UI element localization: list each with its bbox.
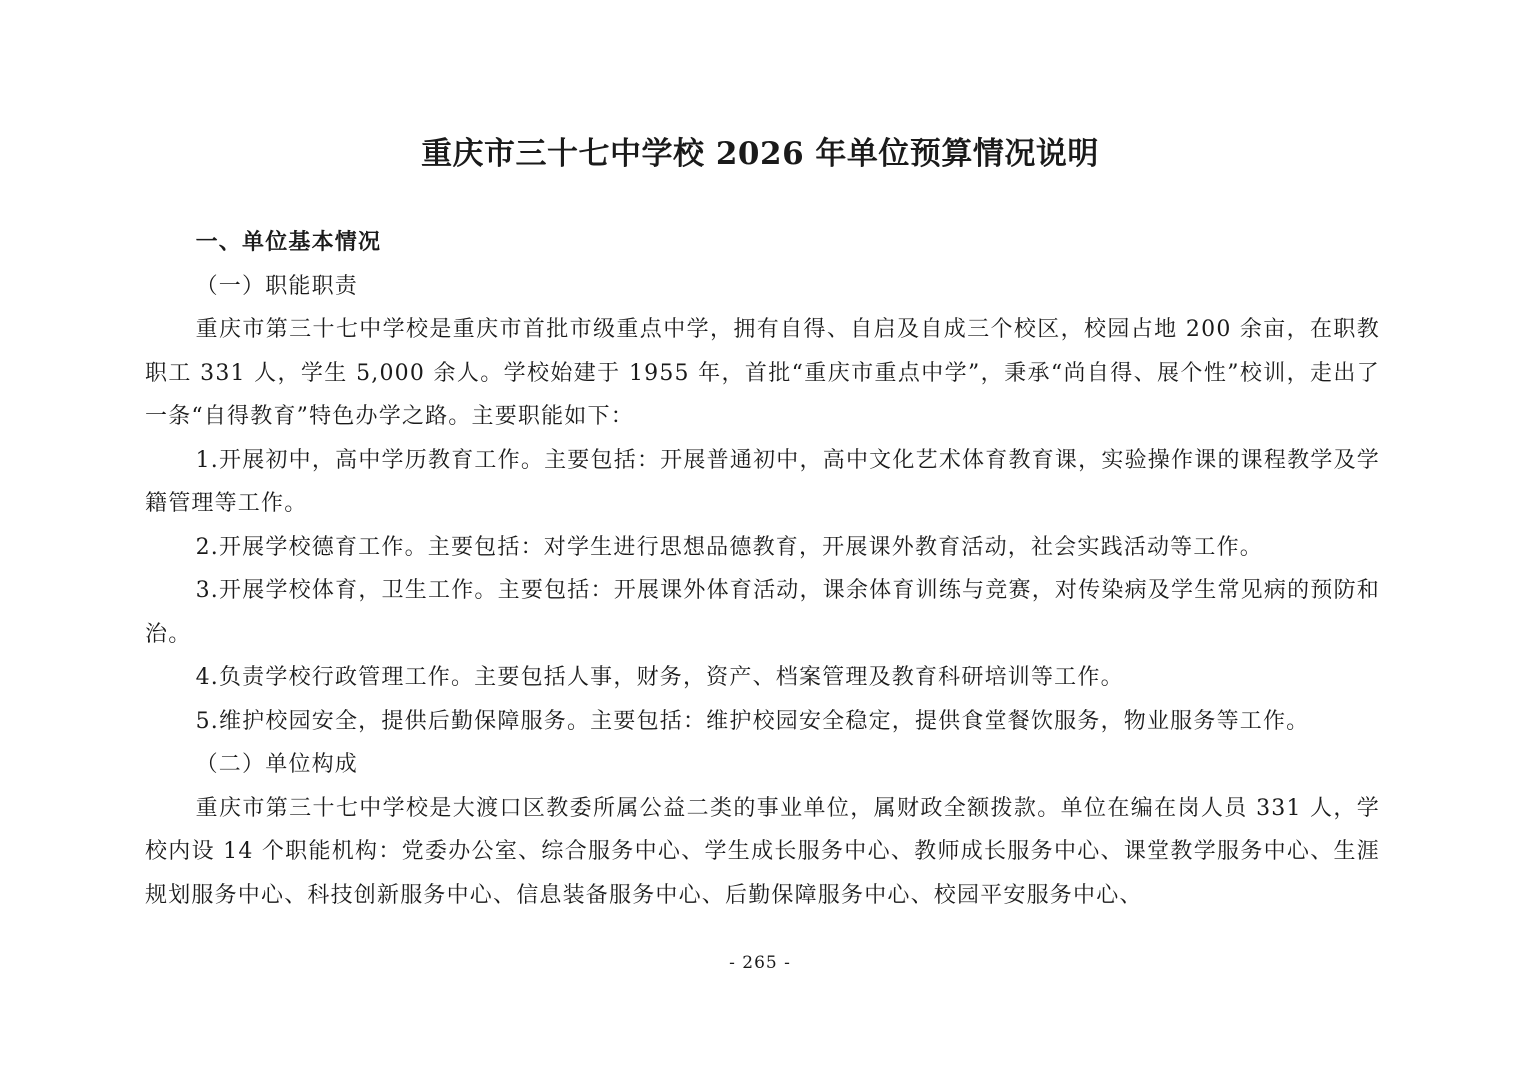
section-heading-basic-info: 一、单位基本情况: [195, 230, 382, 255]
document-body: [145, 221, 1380, 917]
subsection-heading-structure: （二）单位构成: [195, 752, 358, 777]
function-item-5: 5.维护校园安全，提供后勤保障服务。主要包括：维护校园安全稳定，提供食堂餐饮服务，物业服务等工作。: [195, 708, 1310, 734]
function-item-4: 4.负责学校行政管理工作。主要包括人事，财务，资产、档案管理及教育科研培训等工作。: [195, 665, 1124, 690]
subsection-heading-functions: （一）职能职责: [195, 273, 358, 299]
document-title: 重庆市三十七中学校 2026 年单位预算情况说明: [421, 136, 1099, 172]
paragraph-intro: 重庆市第三十七中学校是重庆市首批市级重点中学，拥有自得、自启及自成三个校区，校园占地 200 余亩，在职教职工 331 人，学生 5,000 余人。学校始建于 1955 年，首批“重庆市重点中学”，秉承“尚自得、展个性”校训，走出了一条“自得教育”特色办学之路。主要职能如下：: [145, 317, 1380, 429]
function-item-2: 2.开展学校德育工作。主要包括：对学生进行思想品德教育，开展课外教育活动，社会实践活动等工作。: [195, 534, 1263, 560]
page-number: - 265 -: [729, 953, 791, 973]
function-item-1: 1.开展初中，高中学历教育工作。主要包括：开展普通初中，高中文化艺术体育教育课，实验操作课的课程教学及学籍管理等工作。: [145, 447, 1380, 516]
function-item-3: 3.开展学校体育，卫生工作。主要包括：开展课外体育活动，课余体育训练与竞赛，对传染病及学生常见病的预防和治。: [145, 578, 1380, 647]
paragraph-structure: 重庆市第三十七中学校是大渡口区教委所属公益二类的事业单位，属财政全额拨款。单位在编在岗人员 331 人，学校内设 14 个职能机构：党委办公室、综合服务中心、学生成长服务中心、教师成长服务中心、课堂教学服务中心、生涯规划服务中心、科技创新服务中心、信息装备服务中心、后勤保障服务中心、校园平安服务中心、: [145, 795, 1380, 908]
